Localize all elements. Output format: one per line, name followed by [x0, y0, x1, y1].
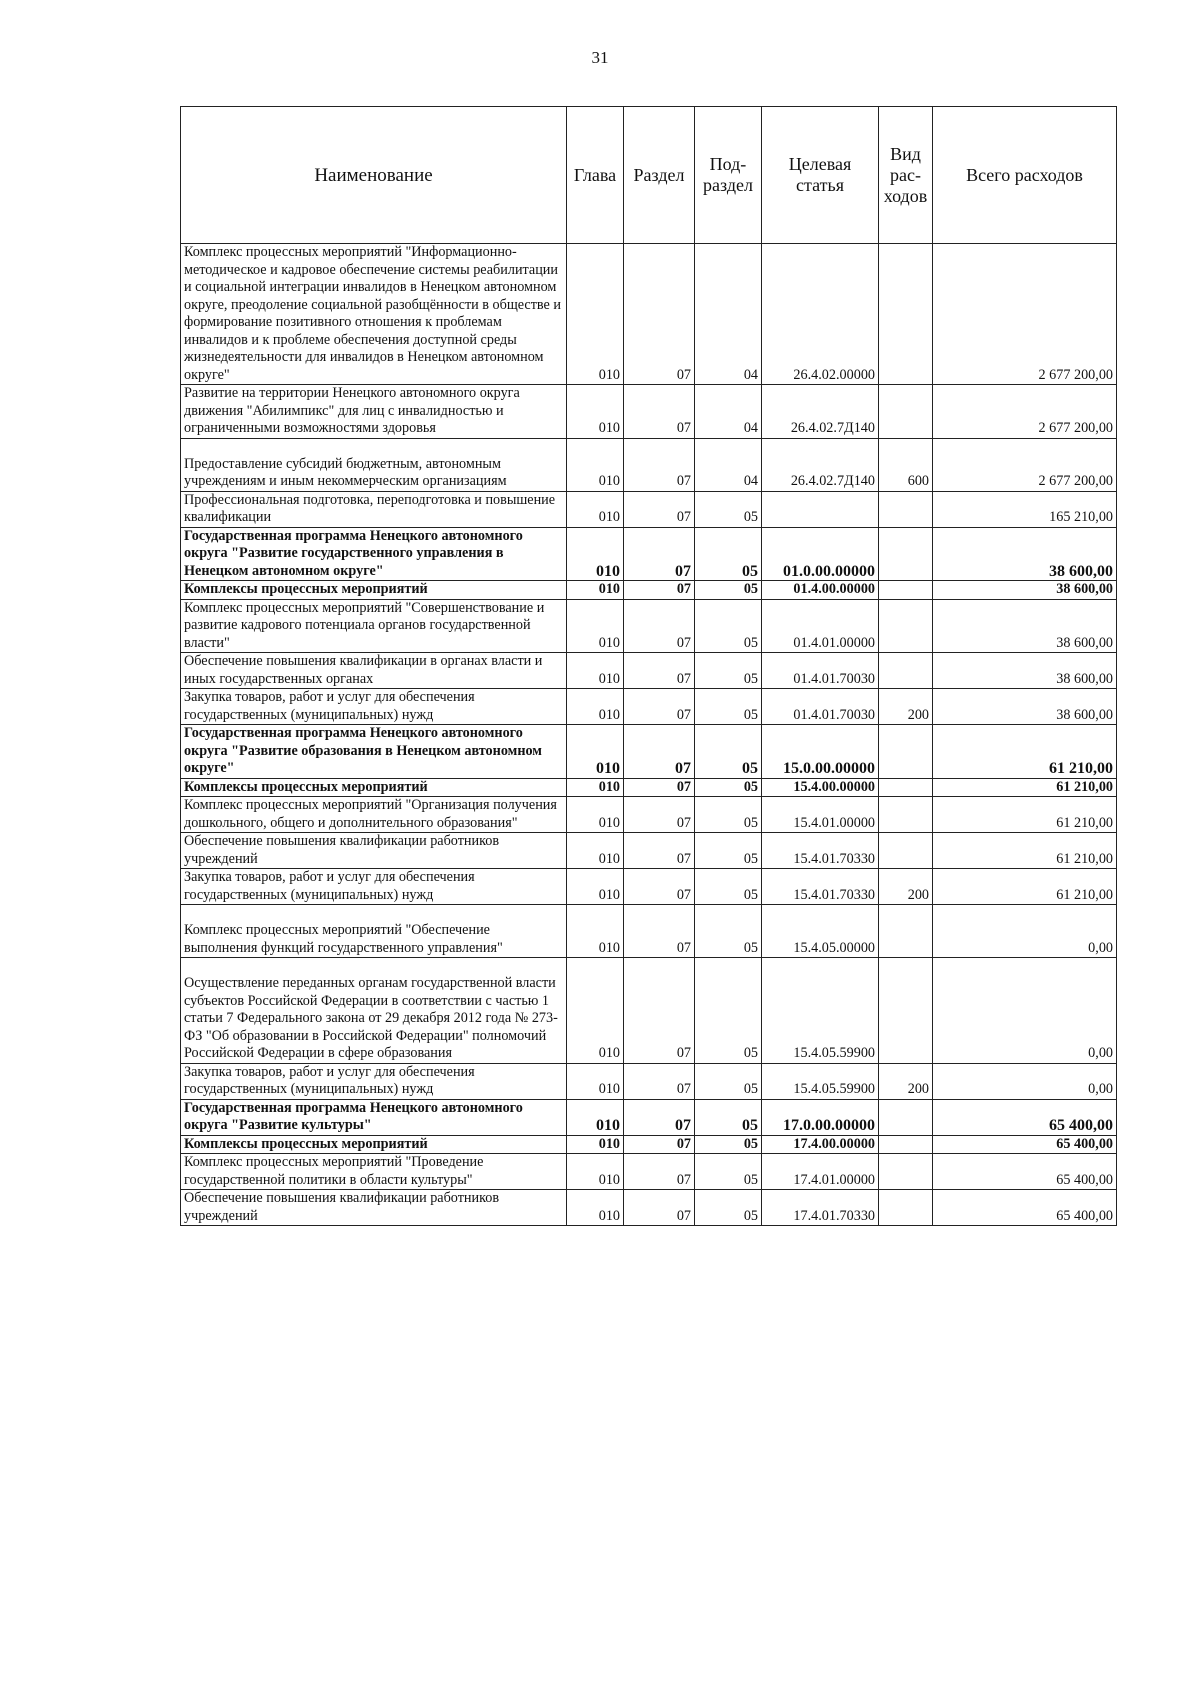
row-target: 01.4.01.70030 [762, 653, 879, 689]
row-total: 2 677 200,00 [933, 385, 1117, 439]
row-subsection: 05 [695, 1154, 762, 1190]
row-total: 61 210,00 [933, 833, 1117, 869]
row-total: 65 400,00 [933, 1190, 1117, 1226]
row-section: 07 [624, 958, 695, 1064]
row-name: Государственная программа Ненецкого автономного округа "Развитие образования в Ненецком автономном округе" [181, 725, 567, 779]
row-chapter: 010 [567, 653, 624, 689]
row-target: 15.4.01.70330 [762, 869, 879, 905]
row-chapter: 010 [567, 869, 624, 905]
row-chapter: 010 [567, 244, 624, 385]
row-name: Обеспечение повышения квалификации работников учреждений [181, 833, 567, 869]
row-section: 07 [624, 653, 695, 689]
row-chapter: 010 [567, 958, 624, 1064]
row-subsection: 05 [695, 1135, 762, 1154]
row-subsection: 04 [695, 244, 762, 385]
row-expense-type: 200 [879, 869, 933, 905]
row-name: Государственная программа Ненецкого автономного округа "Развитие государственного управления в Ненецком автономном округе" [181, 527, 567, 581]
row-total: 61 210,00 [933, 725, 1117, 779]
row-subsection: 05 [695, 653, 762, 689]
row-name: Комплекс процессных мероприятий "Информационно-методическое и кадровое обеспечение системы реабилитации и социальной интеграции инвалидов в Ненецком автономном округе, преодоление социальной разобщённости в обществе и формирование позитивного отношения к проблемам инвалидов и к проблеме обеспечения доступной среды жизнедеятельности для инвалидов в Ненецком автономном округе" [181, 244, 567, 385]
row-expense-type: 600 [879, 438, 933, 491]
row-section: 07 [624, 797, 695, 833]
row-target: 17.4.01.70330 [762, 1190, 879, 1226]
row-total: 2 677 200,00 [933, 244, 1117, 385]
row-total: 61 210,00 [933, 797, 1117, 833]
row-subsection: 05 [695, 599, 762, 653]
row-expense-type: 200 [879, 1063, 933, 1099]
header-target-text: Целевая статья [788, 154, 852, 195]
row-name-cell [181, 905, 567, 958]
row-name: Комплексы процессных мероприятий [181, 1135, 567, 1154]
row-expense-type [879, 385, 933, 439]
row-target: 26.4.02.00000 [762, 244, 879, 385]
row-name: Развитие на территории Ненецкого автономного округа движения "Абилимпикс" для лиц с инвалидностью и ограниченными возможностями здоровья [181, 385, 567, 439]
row-name: Закупка товаров, работ и услуг для обеспечения государственных (муниципальных) нужд [181, 869, 567, 905]
row-expense-type [879, 958, 933, 1064]
header-target [762, 107, 879, 244]
row-target: 26.4.02.7Д140 [762, 438, 879, 491]
row-expense-type [879, 599, 933, 653]
row-name: Обеспечение повышения квалификации работников учреждений [181, 1190, 567, 1226]
row-section: 07 [624, 778, 695, 797]
row-total: 2 677 200,00 [933, 438, 1117, 491]
table-row [181, 653, 1117, 689]
table-row [181, 833, 1117, 869]
table-header-row [181, 107, 1117, 244]
row-target: 15.4.01.00000 [762, 797, 879, 833]
row-total: 0,00 [933, 905, 1117, 958]
row-target: 15.4.05.59900 [762, 958, 879, 1064]
row-section: 07 [624, 1190, 695, 1226]
row-subsection: 05 [695, 725, 762, 779]
table-row [181, 905, 1117, 958]
row-expense-type [879, 1154, 933, 1190]
header-expense-type-text: Вид рас- ходов [883, 143, 928, 206]
row-name: Государственная программа Ненецкого автономного округа "Развитие культуры" [181, 1099, 567, 1135]
row-section: 07 [624, 1099, 695, 1135]
row-total: 0,00 [933, 958, 1117, 1064]
row-total: 38 600,00 [933, 689, 1117, 725]
row-expense-type [879, 527, 933, 581]
row-expense-type [879, 725, 933, 779]
row-section: 07 [624, 905, 695, 958]
row-expense-type [879, 833, 933, 869]
row-total: 65 400,00 [933, 1099, 1117, 1135]
row-subsection: 05 [695, 778, 762, 797]
row-target: 15.4.01.70330 [762, 833, 879, 869]
header-subsection-text: Под- раздел [703, 154, 753, 195]
row-subsection: 05 [695, 833, 762, 869]
row-target: 01.4.01.00000 [762, 599, 879, 653]
row-chapter: 010 [567, 725, 624, 779]
row-target [762, 491, 879, 527]
row-chapter: 010 [567, 1190, 624, 1226]
table-row [181, 725, 1117, 779]
row-total: 38 600,00 [933, 653, 1117, 689]
row-subsection: 04 [695, 438, 762, 491]
row-section: 07 [624, 438, 695, 491]
table-row [181, 581, 1117, 600]
row-chapter: 010 [567, 905, 624, 958]
header-expense-type [879, 107, 933, 244]
row-subsection: 05 [695, 689, 762, 725]
row-section: 07 [624, 1135, 695, 1154]
row-chapter: 010 [567, 797, 624, 833]
row-chapter: 010 [567, 1063, 624, 1099]
table-row [181, 385, 1117, 439]
row-section: 07 [624, 1063, 695, 1099]
table-row [181, 599, 1117, 653]
row-expense-type [879, 491, 933, 527]
row-chapter: 010 [567, 385, 624, 439]
table-row [181, 438, 1117, 491]
row-section: 07 [624, 244, 695, 385]
table-row [181, 1190, 1117, 1226]
row-subsection: 04 [695, 385, 762, 439]
row-section: 07 [624, 527, 695, 581]
row-name-cell [181, 958, 567, 1064]
row-spacer [184, 439, 563, 456]
expenditure-table [180, 106, 1117, 1226]
row-total: 165 210,00 [933, 491, 1117, 527]
row-chapter: 010 [567, 527, 624, 581]
header-subsection [695, 107, 762, 244]
row-name: Комплекс процессных мероприятий "Обеспечение выполнения функций государственного управления" [184, 922, 503, 956]
row-expense-type [879, 778, 933, 797]
row-expense-type [879, 1099, 933, 1135]
row-name: Обеспечение повышения квалификации в органах власти и иных государственных органах [181, 653, 567, 689]
row-chapter: 010 [567, 581, 624, 600]
row-name: Комплекс процессных мероприятий "Организация получения дошкольного, общего и дополнительного образования" [181, 797, 567, 833]
row-subsection: 05 [695, 958, 762, 1064]
row-name: Комплекс процессных мероприятий "Совершенствование и развитие кадрового потенциала органов государственной власти" [181, 599, 567, 653]
row-subsection: 05 [695, 1190, 762, 1226]
row-chapter: 010 [567, 689, 624, 725]
row-chapter: 010 [567, 1135, 624, 1154]
row-total: 38 600,00 [933, 599, 1117, 653]
row-name-cell [181, 438, 567, 491]
row-spacer [184, 958, 563, 975]
row-name: Комплексы процессных мероприятий [181, 581, 567, 600]
row-total: 0,00 [933, 1063, 1117, 1099]
row-total: 61 210,00 [933, 778, 1117, 797]
table-row [181, 958, 1117, 1064]
table-row [181, 491, 1117, 527]
header-section: Раздел [624, 107, 695, 244]
row-chapter: 010 [567, 1154, 624, 1190]
row-section: 07 [624, 869, 695, 905]
row-subsection: 05 [695, 527, 762, 581]
row-section: 07 [624, 1154, 695, 1190]
row-target: 17.4.00.00000 [762, 1135, 879, 1154]
row-expense-type [879, 581, 933, 600]
row-target: 15.4.00.00000 [762, 778, 879, 797]
row-section: 07 [624, 599, 695, 653]
row-target: 01.4.01.70030 [762, 689, 879, 725]
row-subsection: 05 [695, 1099, 762, 1135]
table-row [181, 797, 1117, 833]
row-subsection: 05 [695, 869, 762, 905]
row-name: Комплекс процессных мероприятий "Проведение государственной политики в области культуры" [181, 1154, 567, 1190]
row-name: Закупка товаров, работ и услуг для обеспечения государственных (муниципальных) нужд [181, 689, 567, 725]
table-row [181, 1135, 1117, 1154]
row-subsection: 05 [695, 491, 762, 527]
row-spacer [184, 905, 563, 922]
row-section: 07 [624, 833, 695, 869]
row-target: 15.0.00.00000 [762, 725, 879, 779]
row-name: Комплексы процессных мероприятий [181, 778, 567, 797]
table-row [181, 244, 1117, 385]
row-expense-type [879, 1135, 933, 1154]
table-row [181, 1063, 1117, 1099]
row-expense-type [879, 1190, 933, 1226]
row-section: 07 [624, 725, 695, 779]
row-chapter: 010 [567, 599, 624, 653]
row-section: 07 [624, 689, 695, 725]
page-number: 31 [591, 48, 609, 67]
row-total: 38 600,00 [933, 581, 1117, 600]
row-name: Предоставление субсидий бюджетным, автономным учреждениям и иным некоммерческим организациям [184, 455, 507, 489]
header-total: Всего расходов [933, 107, 1117, 244]
row-total: 61 210,00 [933, 869, 1117, 905]
row-target: 17.0.00.00000 [762, 1099, 879, 1135]
row-expense-type [879, 797, 933, 833]
row-chapter: 010 [567, 491, 624, 527]
row-total: 65 400,00 [933, 1154, 1117, 1190]
row-total: 38 600,00 [933, 527, 1117, 581]
row-target: 15.4.05.00000 [762, 905, 879, 958]
row-target: 01.4.00.00000 [762, 581, 879, 600]
table-row [181, 869, 1117, 905]
row-target: 26.4.02.7Д140 [762, 385, 879, 439]
row-chapter: 010 [567, 1099, 624, 1135]
row-expense-type [879, 905, 933, 958]
row-name: Закупка товаров, работ и услуг для обеспечения государственных (муниципальных) нужд [181, 1063, 567, 1099]
row-total: 65 400,00 [933, 1135, 1117, 1154]
table-row [181, 1099, 1117, 1135]
row-name: Осуществление переданных органам государственной власти субъектов Российской Федерации в соответствии с частью 1 статьи 7 Федерального закона от 29 декабря 2012 года № 273-ФЗ "Об образовании в Российской Федерации" полномочий Российской Федерации в сфере образования [184, 975, 558, 1061]
table-row [181, 689, 1117, 725]
row-subsection: 05 [695, 581, 762, 600]
table-row [181, 778, 1117, 797]
row-target: 01.0.00.00000 [762, 527, 879, 581]
row-section: 07 [624, 385, 695, 439]
row-name: Профессиональная подготовка, переподготовка и повышение квалификации [181, 491, 567, 527]
header-name: Наименование [181, 107, 567, 244]
row-chapter: 010 [567, 778, 624, 797]
row-subsection: 05 [695, 797, 762, 833]
row-subsection: 05 [695, 1063, 762, 1099]
row-target: 15.4.05.59900 [762, 1063, 879, 1099]
row-target: 17.4.01.00000 [762, 1154, 879, 1190]
row-section: 07 [624, 581, 695, 600]
row-subsection: 05 [695, 905, 762, 958]
row-chapter: 010 [567, 833, 624, 869]
header-chapter: Глава [567, 107, 624, 244]
row-chapter: 010 [567, 438, 624, 491]
table-row [181, 1154, 1117, 1190]
row-section: 07 [624, 491, 695, 527]
row-expense-type: 200 [879, 689, 933, 725]
row-expense-type [879, 653, 933, 689]
row-expense-type [879, 244, 933, 385]
table-row [181, 527, 1117, 581]
